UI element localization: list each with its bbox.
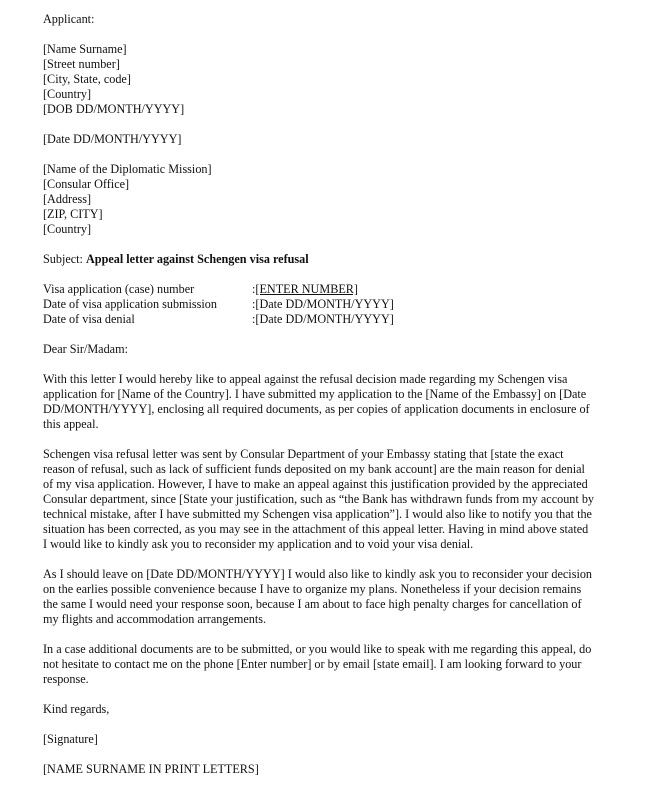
applicant-dob: [DOB DD/MONTH/YYYY]: [43, 102, 185, 116]
reference-row: [43, 282, 616, 297]
recipient-address: [Address]: [43, 192, 92, 206]
recipient-office: [Consular Office]: [43, 177, 130, 191]
applicant-city: [City, State, code]: [43, 72, 131, 86]
letter-date: [Date DD/MONTH/YYYY]: [43, 132, 182, 146]
reference-prefix: :: [252, 297, 256, 311]
salutation: Dear Sir/Madam:: [43, 342, 128, 356]
paragraph-line: my flights and accommodation arrangements.: [43, 612, 267, 626]
closing: Kind regards,: [43, 702, 110, 716]
recipient-mission: [Name of the Diplomatic Mission]: [43, 162, 212, 176]
paragraph-line: on the earlies possible convenience because I have to organize my plans. Nonetheless if your decision remains: [43, 582, 582, 596]
recipient-block: [43, 162, 616, 237]
printed-name: [NAME SURNAME IN PRINT LETTERS]: [43, 762, 259, 776]
applicant-street: [Street number]: [43, 57, 120, 71]
paragraph-line: response.: [43, 672, 89, 686]
reference-prefix: :: [252, 282, 256, 296]
applicant-heading: Applicant:: [43, 12, 95, 26]
applicant-name: [Name Surname]: [43, 42, 127, 56]
paragraph-line: technical mistake, after I have submitted my Schengen visa application”]. I would also like to notify you that the: [43, 507, 592, 521]
reference-row: [43, 297, 616, 312]
paragraph-line: the same I would need your response soon, because I am about to face high penalty charges for cancellation of: [43, 597, 582, 611]
body-paragraph-4: [43, 642, 616, 687]
reference-value: [ENTER NUMBER]: [255, 282, 358, 296]
paragraph-line: situation has been corrected, as you may see in the attachment of this appeal letter. Having in mind above stated: [43, 522, 589, 536]
reference-prefix: :: [252, 312, 256, 326]
reference-row: [43, 312, 616, 327]
paragraph-line: application for [Name of the Country]. I have submitted my application to the [Name of the Embassy] on [Date: [43, 387, 587, 401]
subject-title: Appeal letter against Schengen visa refusal: [86, 252, 309, 266]
paragraph-line: In a case additional documents are to be submitted, or you would like to speak with me regarding this appeal, do: [43, 642, 592, 656]
paragraph-line: With this letter I would hereby like to appeal against the refusal decision made regarding my Schengen visa: [43, 372, 568, 386]
paragraph-line: Consular department, since [State your justification, such as “the Bank has withdrawn funds from my account by: [43, 492, 595, 506]
paragraph-line: of my visa application. However, I have to make an appeal against this justification provided by the appreciated: [43, 477, 588, 491]
applicant-block: [43, 12, 616, 117]
subject-line: [43, 252, 616, 267]
paragraph-line: DD/MONTH/YYYY], enclosing all required documents, as per copies of application documents in enclosure of: [43, 402, 590, 416]
paragraph-line: I would like to kindly ask you to reconsider my application and to void your visa denial.: [43, 537, 474, 551]
reference-label: Visa application (case) number: [43, 282, 195, 296]
signature-placeholder: [Signature]: [43, 732, 98, 746]
reference-label: Date of visa denial: [43, 312, 135, 326]
applicant-country: [Country]: [43, 87, 92, 101]
reference-value: [Date DD/MONTH/YYYY]: [255, 297, 394, 311]
recipient-country: [Country]: [43, 222, 92, 236]
paragraph-line: this appeal.: [43, 417, 99, 431]
paragraph-line: As I should leave on [Date DD/MONTH/YYYY] I would also like to kindly ask you to reconsider your decision: [43, 567, 593, 581]
subject-label: Subject:: [43, 252, 86, 266]
reference-value: [Date DD/MONTH/YYYY]: [255, 312, 394, 326]
reference-label: Date of visa application submission: [43, 297, 217, 311]
paragraph-line: reason of refusal, such as lack of sufficient funds deposited on my bank account] are the main reason for denial: [43, 462, 585, 476]
paragraph-line: not hesitate to contact me on the phone [Enter number] or by email [state email]. I am looking forward to your: [43, 657, 582, 671]
reference-table: [43, 282, 616, 327]
body-paragraph-3: [43, 567, 616, 627]
body-paragraph-2: [43, 447, 616, 552]
body-paragraph-1: [43, 372, 616, 432]
paragraph-line: Schengen visa refusal letter was sent by Consular Department of your Embassy stating that [state the exact: [43, 447, 564, 461]
recipient-zip-city: [ZIP, CITY]: [43, 207, 103, 221]
